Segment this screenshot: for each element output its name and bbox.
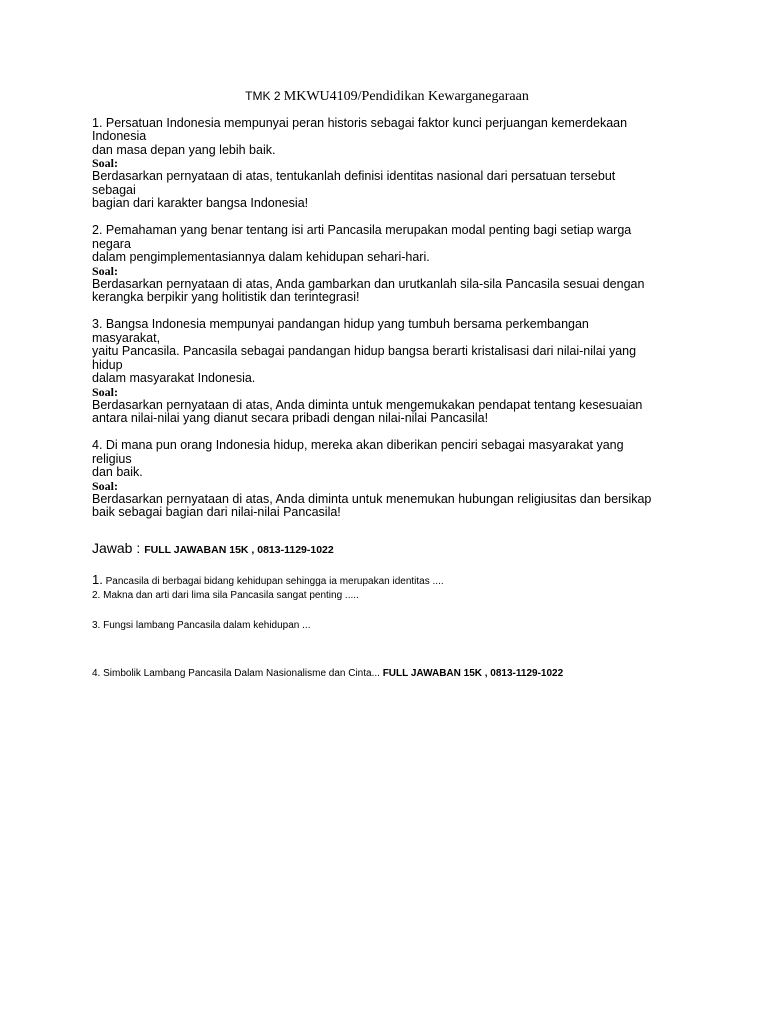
question-line: 1. Persatuan Indonesia mempunyai peran historis sebagai faktor kunci perjuangan kemerdekaan <box>92 116 628 130</box>
answer-4-contact: FULL JAWABAN 15K , 0813-1129-1022 <box>382 668 564 680</box>
jawab-label: Jawab : <box>92 540 141 557</box>
question-line: masyarakat, <box>92 330 161 345</box>
question-line: 4. Di mana pun orang Indonesia hidup, mereka akan diberikan penciri sebagai masyarakat yang <box>92 438 624 453</box>
question-line: 2. Pemahaman yang benar tentang isi arti Pancasila merupakan modal penting bagi setiap warga <box>92 223 632 238</box>
answer-4 <box>92 667 682 681</box>
answer-3: 3. Fungsi lambang Pancasila dalam kehidupan ... <box>92 620 311 632</box>
document-page <box>92 88 682 681</box>
question-line: dan masa depan yang lebih baik. <box>92 142 276 157</box>
answer-1 <box>92 573 682 589</box>
soal-label: Soal: <box>92 384 119 399</box>
soal-line: antara nilai-nilai yang dianut secara pribadi dengan nilai-nilai Pancasila! <box>92 410 489 425</box>
soal-line: kerangka berpikir yang holitistik dan terintegrasi! <box>92 290 360 305</box>
soal-line: sebagai <box>92 182 136 197</box>
title-course: MKWU4109/Pendidikan Kewarganegaraan <box>283 89 529 104</box>
question-1 <box>92 117 682 210</box>
soal-line: Berdasarkan pernyataan di atas, Anda diminta untuk menemukan hubungan religiusitas dan bersikap <box>92 491 652 506</box>
question-4 <box>92 439 682 519</box>
soal-line: baik sebagai bagian dari nilai-nilai Pancasila! <box>92 504 341 519</box>
question-line: hidup <box>92 357 123 372</box>
soal-line: Berdasarkan pernyataan di atas, Anda diminta untuk mengemukakan pendapat tentang kesesuaian <box>92 397 643 412</box>
question-3 <box>92 318 682 425</box>
question-line: Indonesia <box>92 129 147 144</box>
question-2 <box>92 224 682 304</box>
question-line: 3. Bangsa Indonesia mempunyai pandangan hidup yang tumbuh bersama perkembangan <box>92 317 589 332</box>
question-line: dan baik. <box>92 465 143 480</box>
soal-line: Berdasarkan pernyataan di atas, tentukanlah definisi identitas nasional dari persatuan tersebut <box>92 169 616 184</box>
question-line: dalam masyarakat Indonesia. <box>92 371 256 386</box>
jawab-line <box>92 539 682 559</box>
jawab-value: FULL JAWABAN 15K , 0813-1129-1022 <box>144 544 334 557</box>
soal-label: Soal: <box>92 263 119 278</box>
soal-label: Soal: <box>92 156 119 171</box>
question-line: yaitu Pancasila. Pancasila sebagai pandangan hidup bangsa berarti kristalisasi dari nilai-nilai yang <box>92 344 637 359</box>
soal-line: bagian dari karakter bangsa Indonesia! <box>92 196 309 211</box>
document-title <box>92 88 682 105</box>
title-prefix: TMK 2 <box>245 89 281 103</box>
question-line: negara <box>92 236 131 251</box>
question-line: religius <box>92 451 132 466</box>
answer-2: 2. Makna dan arti dari lima sila Pancasila sangat penting ..... <box>92 590 359 602</box>
answer-4-text: 4. Simbolik Lambang Pancasila Dalam Nasionalisme dan Cinta... <box>92 668 380 680</box>
soal-label: Soal: <box>92 478 119 493</box>
answer-1-number: 1. <box>92 572 103 588</box>
question-line: dalam pengimplementasiannya dalam kehidupan sehari-hari. <box>92 250 430 265</box>
answer-1-text: Pancasila di berbagai bidang kehidupan sehingga ia merupakan identitas .... <box>105 576 444 588</box>
soal-line: Berdasarkan pernyataan di atas, Anda gambarkan dan urutkanlah sila-sila Pancasila sesuai dengan <box>92 276 645 291</box>
